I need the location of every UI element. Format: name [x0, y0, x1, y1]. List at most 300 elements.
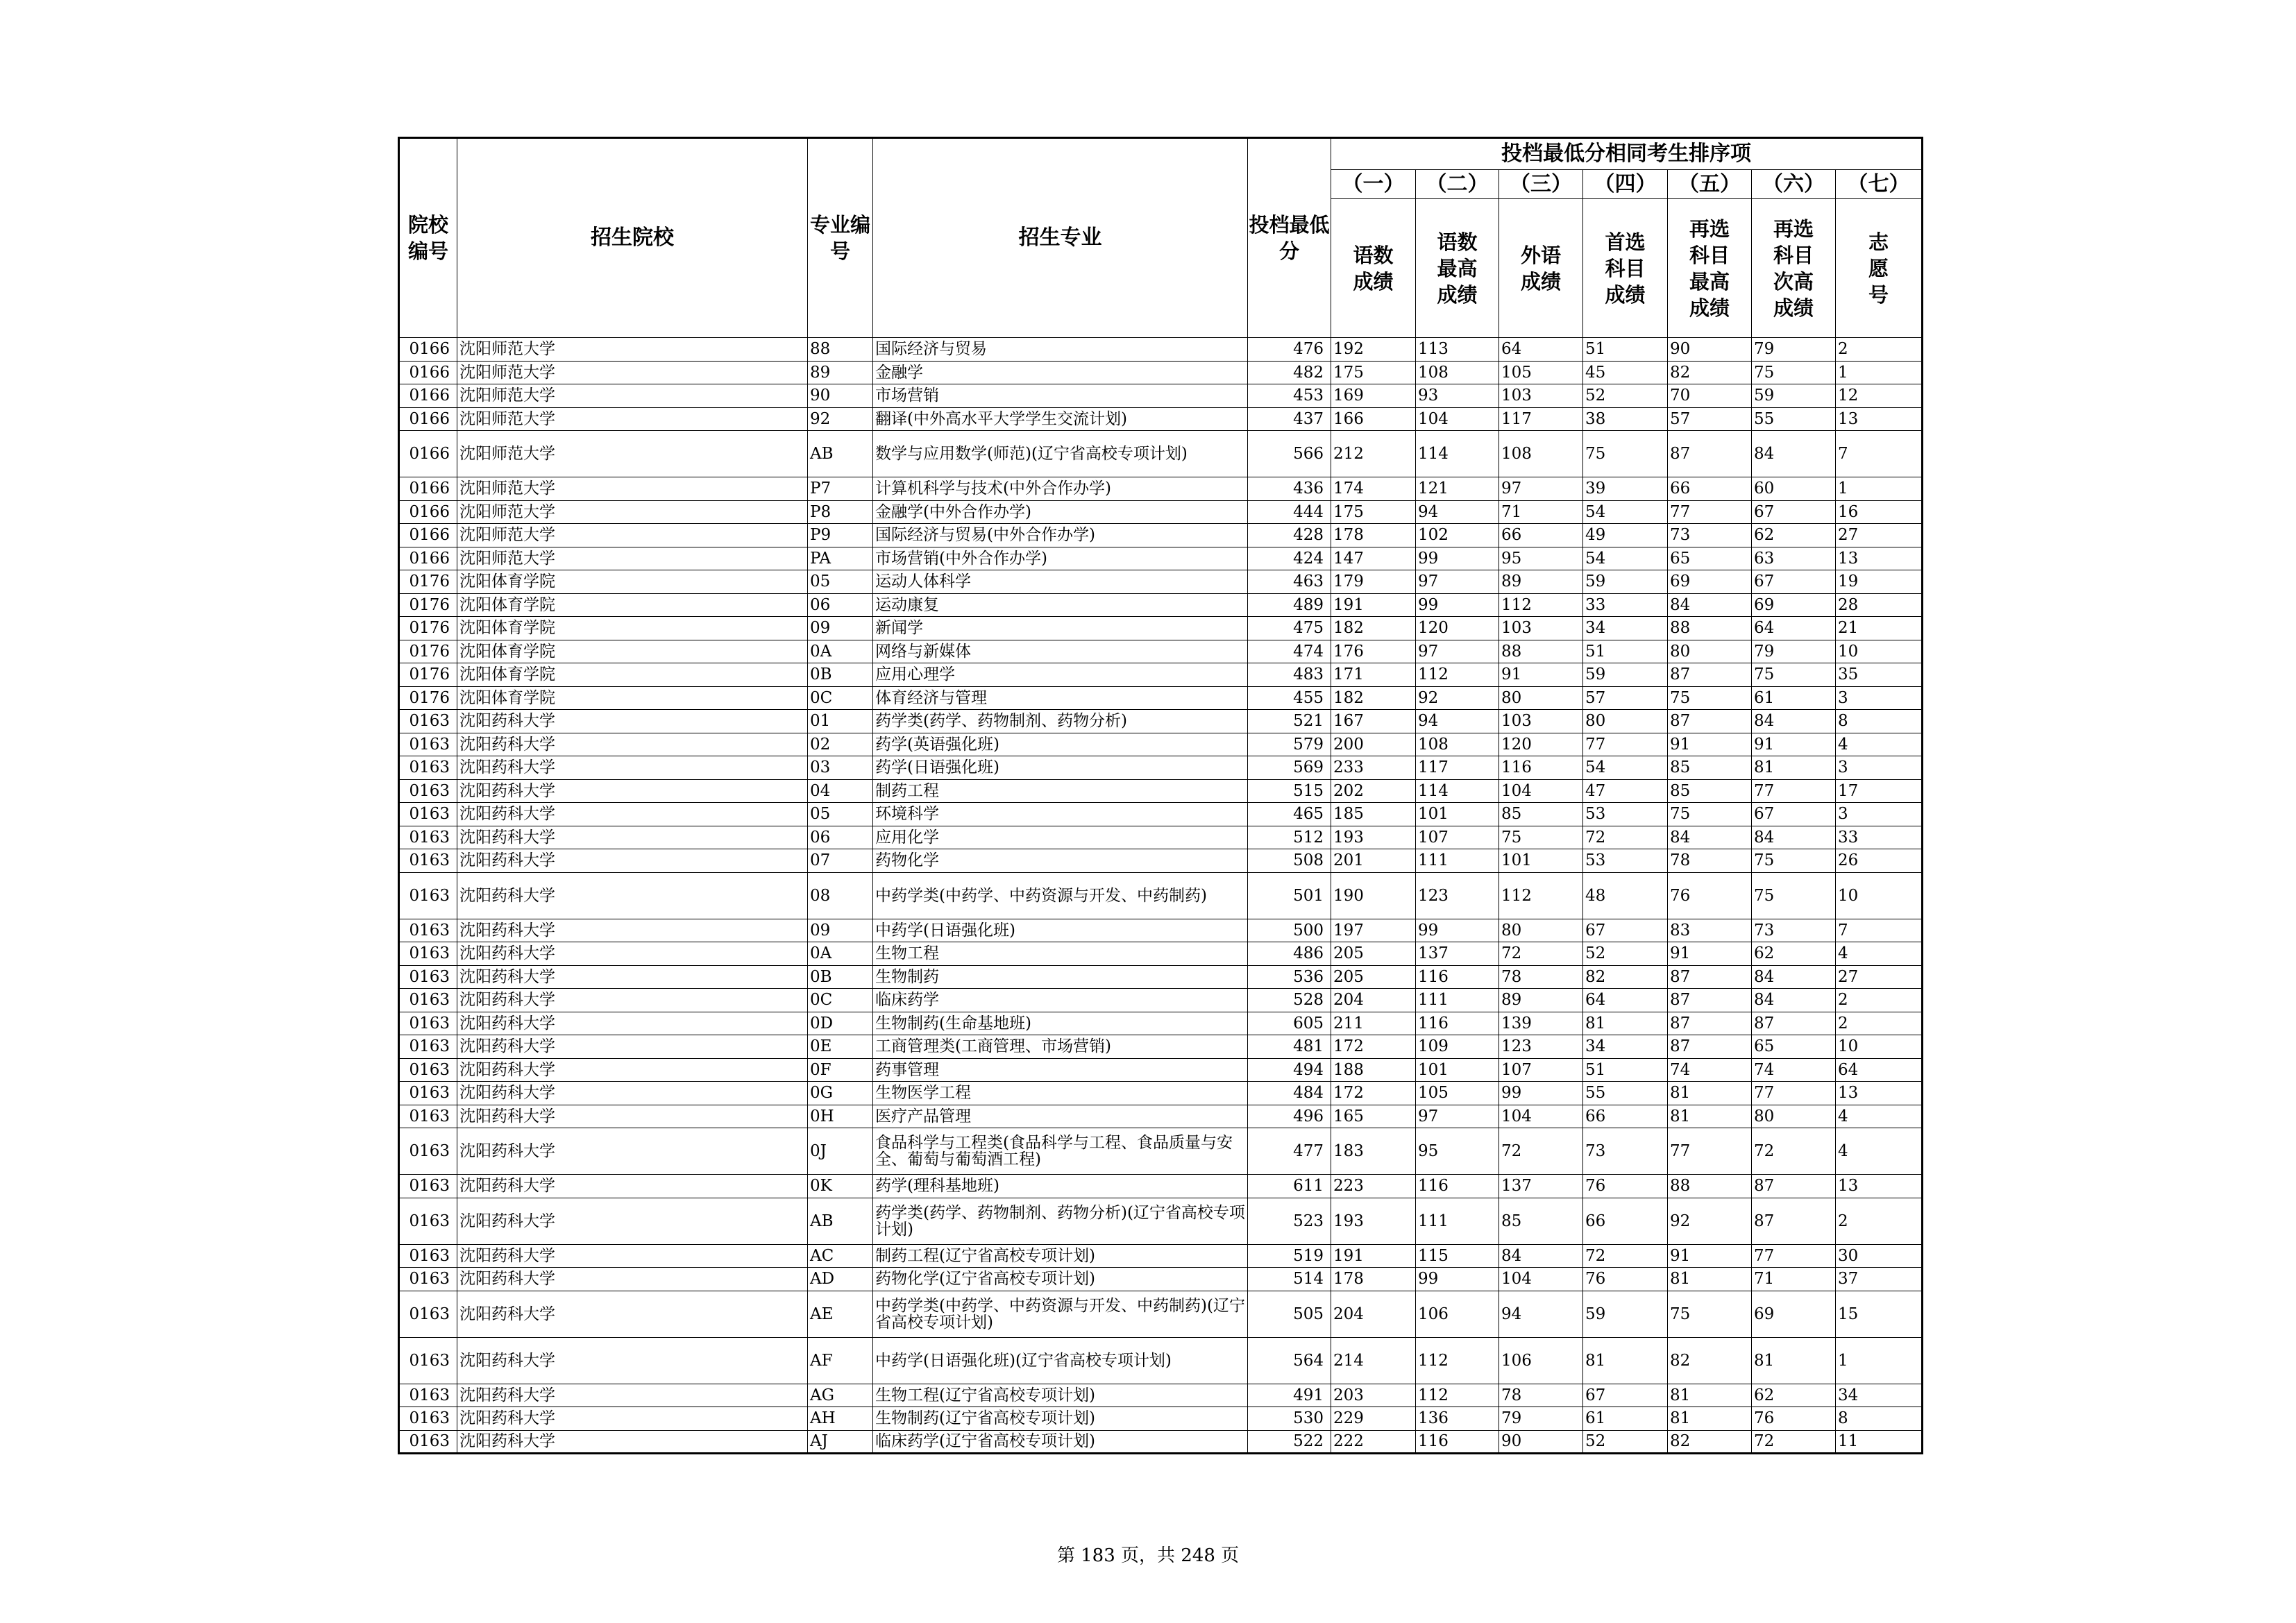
- cell-tiebreak-1: 172: [1331, 1082, 1416, 1105]
- cell-tiebreak-4: 52: [1583, 384, 1668, 408]
- cell-tiebreak-6: 69: [1752, 1291, 1836, 1337]
- cell-tiebreak-1: 185: [1331, 803, 1416, 826]
- cell-tiebreak-7: 26: [1836, 849, 1923, 873]
- cell-major-code: 0D: [808, 1012, 873, 1035]
- cell-tiebreak-7: 10: [1836, 640, 1923, 663]
- cell-major-code: 02: [808, 733, 873, 756]
- cell-min-score: 424: [1248, 547, 1331, 570]
- cell-tiebreak-7: 1: [1836, 477, 1923, 501]
- cell-min-score: 475: [1248, 617, 1331, 640]
- cell-tiebreak-1: 211: [1331, 1012, 1416, 1035]
- cell-tiebreak-7: 3: [1836, 756, 1923, 780]
- cell-major-code: 0A: [808, 942, 873, 966]
- cell-tiebreak-6: 76: [1752, 1407, 1836, 1431]
- cell-school-code: 0176: [399, 686, 457, 710]
- cell-tiebreak-1: 202: [1331, 779, 1416, 803]
- cell-tiebreak-4: 38: [1583, 407, 1668, 431]
- cell-tiebreak-2: 112: [1416, 1384, 1499, 1407]
- table-row: [399, 803, 1923, 826]
- header-tiebreak-order: （四）: [1583, 170, 1668, 199]
- cell-tiebreak-3: 66: [1499, 524, 1583, 547]
- cell-tiebreak-2: 116: [1416, 1012, 1499, 1035]
- cell-major-code: 08: [808, 872, 873, 919]
- cell-tiebreak-6: 59: [1752, 384, 1836, 408]
- cell-tiebreak-5: 82: [1668, 1430, 1752, 1454]
- table-row: [399, 686, 1923, 710]
- cell-tiebreak-6: 64: [1752, 617, 1836, 640]
- cell-tiebreak-4: 72: [1583, 1244, 1668, 1268]
- cell-school-code: 0163: [399, 1175, 457, 1198]
- cell-tiebreak-6: 77: [1752, 779, 1836, 803]
- cell-school-code: 0166: [399, 547, 457, 570]
- table-row: [399, 524, 1923, 547]
- cell-tiebreak-5: 75: [1668, 686, 1752, 710]
- cell-min-score: 512: [1248, 826, 1331, 849]
- table-row: [399, 407, 1923, 431]
- cell-tiebreak-7: 27: [1836, 965, 1923, 989]
- cell-tiebreak-3: 90: [1499, 1430, 1583, 1454]
- cell-major-name: 食品科学与工程类(食品科学与工程、食品质量与安全、葡萄与葡萄酒工程): [873, 1128, 1248, 1175]
- cell-major-name: 数学与应用数学(师范)(辽宁省高校专项计划): [873, 431, 1248, 477]
- cell-tiebreak-1: 179: [1331, 570, 1416, 594]
- cell-major-name: 制药工程(辽宁省高校专项计划): [873, 1244, 1248, 1268]
- cell-major-code: 92: [808, 407, 873, 431]
- cell-tiebreak-4: 52: [1583, 942, 1668, 966]
- cell-tiebreak-5: 76: [1668, 872, 1752, 919]
- cell-major-code: 09: [808, 919, 873, 942]
- cell-min-score: 611: [1248, 1175, 1331, 1198]
- cell-tiebreak-6: 77: [1752, 1244, 1836, 1268]
- cell-school-code: 0163: [399, 1337, 457, 1384]
- cell-school-code: 0163: [399, 965, 457, 989]
- cell-tiebreak-1: 176: [1331, 640, 1416, 663]
- cell-tiebreak-3: 101: [1499, 849, 1583, 873]
- cell-tiebreak-7: 1: [1836, 361, 1923, 384]
- cell-tiebreak-5: 85: [1668, 779, 1752, 803]
- cell-tiebreak-1: 193: [1331, 826, 1416, 849]
- cell-tiebreak-2: 102: [1416, 524, 1499, 547]
- cell-tiebreak-6: 87: [1752, 1175, 1836, 1198]
- cell-tiebreak-7: 8: [1836, 1407, 1923, 1431]
- cell-tiebreak-7: 12: [1836, 384, 1923, 408]
- cell-school-name: 沈阳药科大学: [457, 779, 808, 803]
- cell-tiebreak-1: 165: [1331, 1105, 1416, 1128]
- cell-school-code: 0163: [399, 756, 457, 780]
- cell-school-name: 沈阳师范大学: [457, 547, 808, 570]
- cell-tiebreak-5: 66: [1668, 477, 1752, 501]
- cell-school-code: 0163: [399, 1082, 457, 1105]
- cell-tiebreak-2: 99: [1416, 919, 1499, 942]
- cell-school-code: 0166: [399, 361, 457, 384]
- cell-tiebreak-4: 51: [1583, 640, 1668, 663]
- cell-tiebreak-3: 80: [1499, 686, 1583, 710]
- cell-major-code: AB: [808, 431, 873, 477]
- cell-school-name: 沈阳药科大学: [457, 756, 808, 780]
- table-row: [399, 1058, 1923, 1082]
- cell-major-code: 07: [808, 849, 873, 873]
- cell-tiebreak-6: 81: [1752, 1337, 1836, 1384]
- cell-major-name: 运动人体科学: [873, 570, 1248, 594]
- cell-tiebreak-5: 84: [1668, 593, 1752, 617]
- cell-tiebreak-6: 63: [1752, 547, 1836, 570]
- cell-tiebreak-3: 72: [1499, 942, 1583, 966]
- cell-tiebreak-3: 91: [1499, 663, 1583, 687]
- cell-major-code: PA: [808, 547, 873, 570]
- cell-tiebreak-6: 69: [1752, 593, 1836, 617]
- cell-school-name: 沈阳药科大学: [457, 1105, 808, 1128]
- cell-school-name: 沈阳药科大学: [457, 1128, 808, 1175]
- cell-min-score: 505: [1248, 1291, 1331, 1337]
- cell-major-name: 计算机科学与技术(中外合作办学): [873, 477, 1248, 501]
- cell-major-code: AG: [808, 1384, 873, 1407]
- cell-tiebreak-2: 111: [1416, 849, 1499, 873]
- cell-tiebreak-2: 107: [1416, 826, 1499, 849]
- cell-tiebreak-7: 28: [1836, 593, 1923, 617]
- cell-tiebreak-3: 97: [1499, 477, 1583, 501]
- cell-school-code: 0163: [399, 942, 457, 966]
- cell-tiebreak-3: 95: [1499, 547, 1583, 570]
- cell-tiebreak-7: 21: [1836, 617, 1923, 640]
- cell-school-name: 沈阳药科大学: [457, 733, 808, 756]
- cell-tiebreak-7: 4: [1836, 942, 1923, 966]
- cell-tiebreak-2: 117: [1416, 756, 1499, 780]
- cell-school-name: 沈阳药科大学: [457, 872, 808, 919]
- cell-major-code: AC: [808, 1244, 873, 1268]
- cell-tiebreak-3: 106: [1499, 1337, 1583, 1384]
- cell-tiebreak-1: 172: [1331, 1035, 1416, 1059]
- cell-tiebreak-4: 54: [1583, 547, 1668, 570]
- table-row: [399, 1012, 1923, 1035]
- cell-tiebreak-2: 101: [1416, 1058, 1499, 1082]
- cell-tiebreak-2: 106: [1416, 1291, 1499, 1337]
- header-tiebreak-item: 再选科目次高成绩: [1752, 199, 1836, 338]
- cell-major-name: 临床药学: [873, 989, 1248, 1012]
- header-tiebreak-order: （五）: [1668, 170, 1752, 199]
- cell-school-name: 沈阳师范大学: [457, 384, 808, 408]
- cell-tiebreak-6: 84: [1752, 989, 1836, 1012]
- cell-tiebreak-7: 2: [1836, 989, 1923, 1012]
- cell-tiebreak-7: 4: [1836, 1128, 1923, 1175]
- cell-tiebreak-3: 72: [1499, 1128, 1583, 1175]
- cell-tiebreak-1: 204: [1331, 989, 1416, 1012]
- cell-major-code: 0H: [808, 1105, 873, 1128]
- cell-school-name: 沈阳药科大学: [457, 710, 808, 733]
- table-row: [399, 756, 1923, 780]
- cell-tiebreak-3: 123: [1499, 1035, 1583, 1059]
- cell-tiebreak-1: 205: [1331, 942, 1416, 966]
- cell-school-code: 0163: [399, 989, 457, 1012]
- cell-major-code: 05: [808, 570, 873, 594]
- cell-tiebreak-6: 79: [1752, 338, 1836, 362]
- cell-min-score: 569: [1248, 756, 1331, 780]
- cell-tiebreak-1: 222: [1331, 1430, 1416, 1454]
- cell-school-code: 0176: [399, 663, 457, 687]
- cell-tiebreak-2: 116: [1416, 1430, 1499, 1454]
- cell-tiebreak-7: 2: [1836, 1012, 1923, 1035]
- cell-major-name: 金融学(中外合作办学): [873, 500, 1248, 524]
- cell-tiebreak-4: 76: [1583, 1175, 1668, 1198]
- cell-tiebreak-6: 62: [1752, 942, 1836, 966]
- cell-major-code: P8: [808, 500, 873, 524]
- cell-min-score: 465: [1248, 803, 1331, 826]
- cell-tiebreak-4: 77: [1583, 733, 1668, 756]
- cell-tiebreak-5: 77: [1668, 1128, 1752, 1175]
- cell-tiebreak-6: 62: [1752, 1384, 1836, 1407]
- cell-min-score: 500: [1248, 919, 1331, 942]
- cell-major-name: 药学(日语强化班): [873, 756, 1248, 780]
- cell-tiebreak-3: 117: [1499, 407, 1583, 431]
- header-tiebreak-item: 语数最高成绩: [1416, 199, 1499, 338]
- header-tiebreak-item: 首选科目成绩: [1583, 199, 1668, 338]
- cell-tiebreak-4: 47: [1583, 779, 1668, 803]
- table-row: [399, 1082, 1923, 1105]
- cell-school-name: 沈阳药科大学: [457, 1384, 808, 1407]
- cell-major-code: 03: [808, 756, 873, 780]
- cell-tiebreak-5: 91: [1668, 1244, 1752, 1268]
- cell-tiebreak-7: 33: [1836, 826, 1923, 849]
- cell-major-name: 药学类(药学、药物制剂、药物分析): [873, 710, 1248, 733]
- cell-min-score: 489: [1248, 593, 1331, 617]
- cell-tiebreak-2: 123: [1416, 872, 1499, 919]
- cell-tiebreak-3: 85: [1499, 803, 1583, 826]
- cell-major-name: 体育经济与管理: [873, 686, 1248, 710]
- cell-tiebreak-3: 84: [1499, 1244, 1583, 1268]
- cell-min-score: 530: [1248, 1407, 1331, 1431]
- cell-tiebreak-4: 33: [1583, 593, 1668, 617]
- cell-major-code: 90: [808, 384, 873, 408]
- cell-tiebreak-5: 87: [1668, 710, 1752, 733]
- table-row: [399, 826, 1923, 849]
- table-row: [399, 477, 1923, 501]
- cell-tiebreak-7: 3: [1836, 686, 1923, 710]
- cell-tiebreak-6: 87: [1752, 1198, 1836, 1244]
- cell-tiebreak-4: 52: [1583, 1430, 1668, 1454]
- cell-min-score: 523: [1248, 1198, 1331, 1244]
- cell-school-code: 0166: [399, 477, 457, 501]
- cell-tiebreak-6: 71: [1752, 1268, 1836, 1291]
- cell-tiebreak-7: 4: [1836, 1105, 1923, 1128]
- cell-tiebreak-5: 82: [1668, 361, 1752, 384]
- cell-tiebreak-1: 223: [1331, 1175, 1416, 1198]
- cell-tiebreak-2: 111: [1416, 1198, 1499, 1244]
- cell-tiebreak-4: 80: [1583, 710, 1668, 733]
- cell-tiebreak-3: 107: [1499, 1058, 1583, 1082]
- cell-tiebreak-6: 74: [1752, 1058, 1836, 1082]
- cell-tiebreak-7: 4: [1836, 733, 1923, 756]
- cell-tiebreak-1: 205: [1331, 965, 1416, 989]
- cell-school-code: 0163: [399, 803, 457, 826]
- cell-tiebreak-5: 75: [1668, 803, 1752, 826]
- cell-major-code: AF: [808, 1337, 873, 1384]
- cell-min-score: 536: [1248, 965, 1331, 989]
- cell-tiebreak-6: 73: [1752, 919, 1836, 942]
- cell-school-code: 0163: [399, 710, 457, 733]
- cell-school-name: 沈阳药科大学: [457, 919, 808, 942]
- cell-min-score: 477: [1248, 1128, 1331, 1175]
- cell-tiebreak-7: 1: [1836, 1337, 1923, 1384]
- cell-min-score: 508: [1248, 849, 1331, 873]
- cell-tiebreak-5: 87: [1668, 1012, 1752, 1035]
- cell-tiebreak-3: 88: [1499, 640, 1583, 663]
- cell-school-name: 沈阳体育学院: [457, 617, 808, 640]
- cell-tiebreak-3: 139: [1499, 1012, 1583, 1035]
- cell-school-code: 0163: [399, 779, 457, 803]
- cell-tiebreak-2: 108: [1416, 733, 1499, 756]
- cell-min-score: 515: [1248, 779, 1331, 803]
- cell-tiebreak-2: 92: [1416, 686, 1499, 710]
- cell-tiebreak-2: 99: [1416, 593, 1499, 617]
- cell-tiebreak-6: 55: [1752, 407, 1836, 431]
- cell-tiebreak-7: 10: [1836, 1035, 1923, 1059]
- cell-tiebreak-2: 115: [1416, 1244, 1499, 1268]
- cell-tiebreak-1: 214: [1331, 1337, 1416, 1384]
- cell-tiebreak-6: 61: [1752, 686, 1836, 710]
- cell-tiebreak-7: 37: [1836, 1268, 1923, 1291]
- cell-school-name: 沈阳师范大学: [457, 338, 808, 362]
- cell-tiebreak-7: 2: [1836, 1198, 1923, 1244]
- cell-major-code: 04: [808, 779, 873, 803]
- cell-major-name: 环境科学: [873, 803, 1248, 826]
- cell-min-score: 463: [1248, 570, 1331, 594]
- cell-tiebreak-6: 75: [1752, 872, 1836, 919]
- cell-tiebreak-1: 167: [1331, 710, 1416, 733]
- cell-tiebreak-5: 85: [1668, 756, 1752, 780]
- table-row: [399, 1291, 1923, 1337]
- cell-min-score: 486: [1248, 942, 1331, 966]
- cell-tiebreak-4: 76: [1583, 1268, 1668, 1291]
- cell-tiebreak-3: 85: [1499, 1198, 1583, 1244]
- table-row: [399, 1337, 1923, 1384]
- cell-major-code: P7: [808, 477, 873, 501]
- cell-tiebreak-3: 103: [1499, 617, 1583, 640]
- cell-min-score: 444: [1248, 500, 1331, 524]
- header-tiebreak-item: 外语成绩: [1499, 199, 1583, 338]
- cell-tiebreak-3: 75: [1499, 826, 1583, 849]
- cell-tiebreak-5: 81: [1668, 1384, 1752, 1407]
- cell-tiebreak-3: 78: [1499, 1384, 1583, 1407]
- cell-tiebreak-1: 183: [1331, 1128, 1416, 1175]
- cell-tiebreak-4: 66: [1583, 1105, 1668, 1128]
- cell-tiebreak-7: 13: [1836, 1082, 1923, 1105]
- cell-min-score: 564: [1248, 1337, 1331, 1384]
- cell-major-code: 0J: [808, 1128, 873, 1175]
- cell-tiebreak-4: 55: [1583, 1082, 1668, 1105]
- cell-tiebreak-4: 51: [1583, 1058, 1668, 1082]
- cell-tiebreak-2: 112: [1416, 663, 1499, 687]
- cell-major-name: 药物化学: [873, 849, 1248, 873]
- cell-tiebreak-2: 94: [1416, 710, 1499, 733]
- cell-school-name: 沈阳药科大学: [457, 942, 808, 966]
- cell-tiebreak-5: 65: [1668, 547, 1752, 570]
- cell-major-name: 新闻学: [873, 617, 1248, 640]
- cell-tiebreak-1: 174: [1331, 477, 1416, 501]
- cell-tiebreak-3: 99: [1499, 1082, 1583, 1105]
- cell-tiebreak-2: 99: [1416, 547, 1499, 570]
- cell-tiebreak-4: 64: [1583, 989, 1668, 1012]
- cell-tiebreak-4: 66: [1583, 1198, 1668, 1244]
- table-row: [399, 431, 1923, 477]
- cell-min-score: 521: [1248, 710, 1331, 733]
- cell-school-name: 沈阳药科大学: [457, 803, 808, 826]
- cell-tiebreak-6: 91: [1752, 733, 1836, 756]
- cell-min-score: 428: [1248, 524, 1331, 547]
- cell-school-code: 0166: [399, 338, 457, 362]
- cell-school-code: 0163: [399, 1058, 457, 1082]
- cell-tiebreak-7: 11: [1836, 1430, 1923, 1454]
- cell-tiebreak-6: 65: [1752, 1035, 1836, 1059]
- cell-tiebreak-3: 89: [1499, 570, 1583, 594]
- cell-tiebreak-5: 92: [1668, 1198, 1752, 1244]
- cell-tiebreak-3: 104: [1499, 1105, 1583, 1128]
- table-row: [399, 710, 1923, 733]
- cell-tiebreak-2: 111: [1416, 989, 1499, 1012]
- cell-min-score: 522: [1248, 1430, 1331, 1454]
- cell-tiebreak-4: 59: [1583, 663, 1668, 687]
- cell-tiebreak-2: 116: [1416, 1175, 1499, 1198]
- cell-min-score: 494: [1248, 1058, 1331, 1082]
- cell-major-name: 生物工程: [873, 942, 1248, 966]
- cell-tiebreak-6: 80: [1752, 1105, 1836, 1128]
- cell-major-code: 06: [808, 593, 873, 617]
- cell-school-code: 0166: [399, 524, 457, 547]
- cell-school-name: 沈阳药科大学: [457, 1407, 808, 1431]
- cell-major-name: 生物医学工程: [873, 1082, 1248, 1105]
- table-row: [399, 733, 1923, 756]
- cell-tiebreak-1: 171: [1331, 663, 1416, 687]
- cell-tiebreak-5: 78: [1668, 849, 1752, 873]
- table-row: [399, 500, 1923, 524]
- cell-tiebreak-5: 81: [1668, 1105, 1752, 1128]
- table-row: [399, 965, 1923, 989]
- cell-school-name: 沈阳师范大学: [457, 477, 808, 501]
- cell-tiebreak-1: 178: [1331, 1268, 1416, 1291]
- cell-tiebreak-3: 137: [1499, 1175, 1583, 1198]
- cell-school-name: 沈阳药科大学: [457, 1012, 808, 1035]
- cell-school-code: 0163: [399, 1384, 457, 1407]
- cell-tiebreak-6: 87: [1752, 1012, 1836, 1035]
- cell-min-score: 501: [1248, 872, 1331, 919]
- cell-school-code: 0163: [399, 1291, 457, 1337]
- cell-tiebreak-2: 97: [1416, 640, 1499, 663]
- cell-school-name: 沈阳体育学院: [457, 640, 808, 663]
- cell-tiebreak-2: 95: [1416, 1128, 1499, 1175]
- header-tiebreak-order: （六）: [1752, 170, 1836, 199]
- cell-tiebreak-6: 84: [1752, 710, 1836, 733]
- table-row: [399, 1105, 1923, 1128]
- cell-tiebreak-7: 13: [1836, 407, 1923, 431]
- cell-min-score: 519: [1248, 1244, 1331, 1268]
- cell-school-code: 0163: [399, 1407, 457, 1431]
- cell-tiebreak-3: 79: [1499, 1407, 1583, 1431]
- cell-min-score: 491: [1248, 1384, 1331, 1407]
- cell-major-code: AH: [808, 1407, 873, 1431]
- header-tiebreak-item: 再选科目最高成绩: [1668, 199, 1752, 338]
- cell-major-code: 06: [808, 826, 873, 849]
- table-row: [399, 1198, 1923, 1244]
- cell-tiebreak-7: 27: [1836, 524, 1923, 547]
- table-row: [399, 384, 1923, 408]
- cell-school-name: 沈阳体育学院: [457, 593, 808, 617]
- cell-major-code: 0A: [808, 640, 873, 663]
- cell-school-name: 沈阳药科大学: [457, 849, 808, 873]
- cell-tiebreak-4: 73: [1583, 1128, 1668, 1175]
- cell-tiebreak-7: 3: [1836, 803, 1923, 826]
- cell-tiebreak-4: 82: [1583, 965, 1668, 989]
- header-tiebreak-item: 语数成绩: [1331, 199, 1416, 338]
- cell-tiebreak-5: 70: [1668, 384, 1752, 408]
- cell-school-name: 沈阳药科大学: [457, 1430, 808, 1454]
- cell-school-name: 沈阳药科大学: [457, 1337, 808, 1384]
